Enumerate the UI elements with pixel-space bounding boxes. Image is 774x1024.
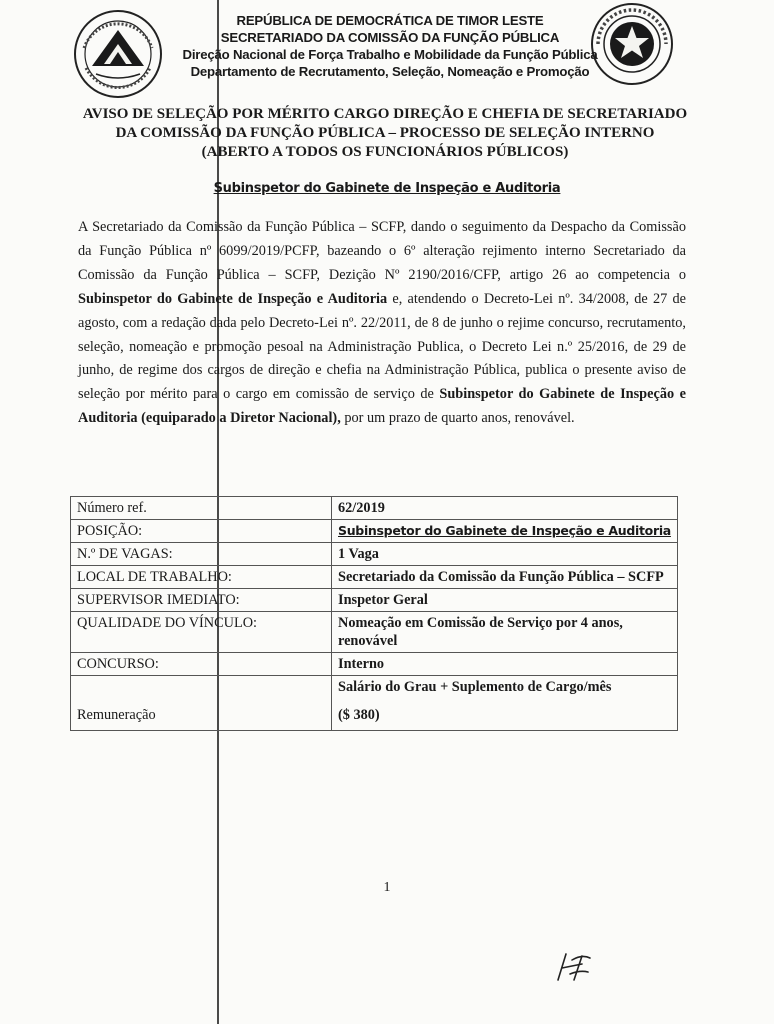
row-label-supervisor: SUPERVISOR IMEDIATO: (71, 589, 332, 612)
table-row (71, 676, 678, 731)
table-row (71, 520, 678, 543)
row-value-ref: 62/2019 (332, 497, 678, 520)
position-subtitle: Subinspetor do Gabinete de Inspeção e Auditoria (213, 181, 561, 196)
notice-body-paragraph (78, 216, 686, 431)
row-value-supervisor: Inspetor Geral (332, 589, 678, 612)
row-value-position: Subinspetor do Gabinete de Inspeção e Auditoria (332, 520, 678, 543)
header-line-republic: REPÚBLICA DE DEMOCRÁTICA DE TIMOR LESTE (236, 13, 544, 28)
table-row (71, 653, 678, 676)
initials-signature-icon (552, 950, 592, 986)
remuneration-amount: ($ 380) (338, 707, 380, 723)
table-row (71, 612, 678, 653)
row-label-ref: Número ref. (71, 497, 332, 520)
remuneration-line-1: Salário do Grau + Suplemento de Cargo/mês (338, 679, 612, 695)
row-value-competition: Interno (332, 653, 678, 676)
header-line-secretariat: SECRETARIADO DA COMISSÃO DA FUNÇÃO PÚBLICA (220, 30, 560, 45)
row-label-competition: CONCURSO: (71, 653, 332, 676)
row-label-workplace: LOCAL DE TRABALHO: (71, 566, 332, 589)
title-line-1: AVISO DE SELEÇÃO POR MÉRITO CARGO DIREÇÃO E CHEFIA DE SECRETARIADO (82, 106, 688, 122)
header-line-directorate: Direção Nacional de Força Trabalho e Mobilidade da Função Pública (182, 47, 598, 62)
table-row (71, 566, 678, 589)
row-value-workplace: Secretariado da Comissão da Função Pública – SCFP (332, 566, 678, 589)
vacancy-info-table (70, 496, 678, 731)
letterhead (150, 12, 630, 80)
title-line-2: DA COMISSÃO DA FUNÇÃO PÚBLICA – PROCESSO DE SELEÇÃO INTERNO (115, 125, 655, 141)
body-text-part-2: e, atendendo o Decreto-Lei nº. 34/2008, de 27 de agosto, com a redação dada pelo Decreto-Lei nº. 22/2011, de 8 de junho o rejime concurso, recrutamento, seleção, nomeação e promoção pesoal na Administração Publica, o Decreto Lei n.º 25/2016, de 29 de junho, de regime dos cargos de direção e chefia na Administração Pública, publica o presente aviso de seleção por mérito para o cargo em comissão de serviço de (78, 290, 686, 403)
row-value-bond: Nomeação em Comissão de Serviço por 4 anos, renovável (332, 612, 678, 653)
row-label-position: POSIÇÃO: (71, 520, 332, 543)
notice-title (60, 105, 710, 162)
body-text-part-3: por um prazo de quarto anos, renovável. (340, 410, 575, 427)
body-bold-position-2: Subinspetor do Gabinete de Inspeção e Auditoria (equiparado a Diretor Nacional), (78, 386, 686, 427)
title-line-3: (ABERTO A TODOS OS FUNCIONÁRIOS PÚBLICOS) (201, 144, 569, 160)
row-label-remuneration: Remuneração (71, 676, 332, 731)
row-label-bond: QUALIDADE DO VÍNCULO: (71, 612, 332, 653)
row-label-vacancies: N.º DE VAGAS: (71, 543, 332, 566)
row-value-remuneration (332, 676, 678, 731)
table-row (71, 543, 678, 566)
body-bold-position-1: Subinspetor do Gabinete de Inspeção e Auditoria (78, 290, 388, 307)
page-number: 1 (383, 880, 391, 895)
header-line-department: Departamento de Recrutamento, Seleção, Nomeação e Promoção (190, 64, 590, 79)
table-row (71, 497, 678, 520)
body-text-part-1: A Secretariado da Comissão da Função Pública – SCFP, dando o seguimento da Despacho da Comissão da Função Pública nº 6099/2019/PCFP, bazeando o 6º alteração rejimento interno Secretariado da Comissão da Função Pública – SCFP, Dezição Nº 2190/2016/CFP, artigo 26 ao competencia o (78, 219, 686, 283)
row-value-vacancies: 1 Vaga (332, 543, 678, 566)
table-row (71, 589, 678, 612)
